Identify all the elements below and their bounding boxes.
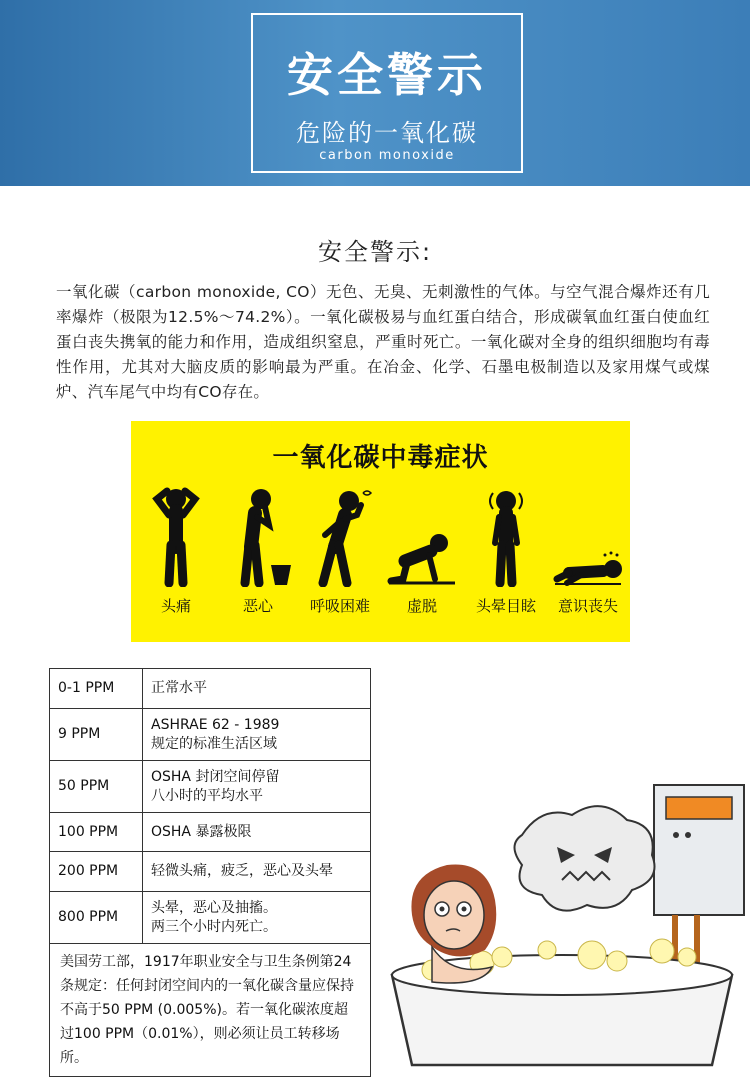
banner-subtitle-english: carbon monoxide <box>319 148 455 163</box>
symptom-nausea <box>219 485 297 623</box>
banner-subtitle: 危险的一氧化碳 <box>296 119 478 147</box>
nausea-figure-icon <box>223 485 293 587</box>
collapse-figure-icon <box>387 485 457 587</box>
symptom-dizziness <box>467 485 545 623</box>
table-row <box>50 761 371 813</box>
co-gas-monster-icon <box>515 806 655 911</box>
symptom-label: 呼吸困难 <box>309 597 370 615</box>
banner-frame <box>251 13 523 173</box>
symptom-label: 头晕目眩 <box>475 597 536 615</box>
intro-paragraph: 一氧化碳（carbon monoxide, CO）无色、无臭、无刺激性的气体。与空气混合爆炸还有几率爆炸（极限为12.5%～74.2%）。一氧化碳极易与血红蛋白结合，形成碳氧血红蛋白使血红蛋白丧失携氧的能力和作用，造成组织窒息，严重时死亡。一氧化碳对全身的组织细胞均有毒性作用，尤其对大脑皮质的影响最为严重。在冶金、化学、石墨电极制造以及家用煤气或煤炉、汽车尾气中均有CO存在。 <box>56 283 710 401</box>
table-row <box>50 944 371 1077</box>
section-heading: 安全警示: <box>317 238 433 266</box>
symptoms-poster <box>131 421 630 642</box>
ppm-description <box>143 892 371 944</box>
header-banner <box>0 0 750 186</box>
table-row <box>50 669 371 709</box>
ppm-description-line: ASHRAE 62 - 1989 <box>151 716 280 733</box>
table-row <box>50 892 371 944</box>
symptom-collapse <box>383 485 461 623</box>
ppm-description-line: OSHA 封闭空间停留 <box>151 768 280 785</box>
ppm-description-line: OSHA 暴露极限 <box>151 823 252 840</box>
ppm-level: 200 PPM <box>50 852 143 892</box>
dizziness-figure-icon <box>471 485 541 587</box>
ppm-description-line: 八小时的平均水平 <box>151 787 263 804</box>
symptom-headache <box>137 485 215 623</box>
ppm-level: 50 PPM <box>50 761 143 813</box>
headache-figure-icon <box>141 485 211 587</box>
ppm-description-line: 两三个小时内死亡。 <box>151 918 277 935</box>
ppm-level: 0-1 PPM <box>50 669 143 709</box>
ppm-description-line: 轻微头痛，疲乏，恶心及头晕 <box>151 863 333 879</box>
symptom-unconscious <box>549 485 627 623</box>
ppm-level: 100 PPM <box>50 813 143 852</box>
poster-title: 一氧化碳中毒症状 <box>272 443 489 473</box>
table-row <box>50 709 371 761</box>
regulation-note: 美国劳工部，1917年职业安全与卫生条例第24条规定：任何封闭空间内的一氧化碳含量应保持不高于50 PPM (0.005%)。若一氧化碳浓度超过100 PPM（0.01%），则必须让员工转移场所。 <box>50 944 371 1077</box>
ppm-level: 800 PPM <box>50 892 143 944</box>
ppm-level: 9 PPM <box>50 709 143 761</box>
ppm-description <box>143 709 371 761</box>
bathtub-icon <box>392 939 732 1065</box>
ppm-description-line: 正常水平 <box>151 680 207 696</box>
symptom-breathing <box>301 485 379 623</box>
ppm-description <box>143 761 371 813</box>
ppm-description <box>143 852 371 892</box>
symptom-figures <box>131 485 630 615</box>
symptom-label: 虚脱 <box>406 597 437 615</box>
symptom-label: 头痛 <box>160 597 191 615</box>
ppm-description <box>143 813 371 852</box>
table-row <box>50 813 371 852</box>
breathing-difficulty-figure-icon <box>305 485 375 587</box>
bathtub-co-illustration <box>372 775 750 1074</box>
ppm-description-line: 头晕，恶心及抽搐。 <box>151 899 277 916</box>
ppm-level-table <box>49 668 371 1077</box>
symptom-label: 意识丧失 <box>557 597 618 615</box>
unconscious-figure-icon <box>553 485 623 587</box>
ppm-description-line: 规定的标准生活区域 <box>151 735 277 752</box>
banner-title: 安全警示 <box>287 48 487 102</box>
table-row <box>50 852 371 892</box>
symptom-label: 恶心 <box>242 597 273 615</box>
ppm-description <box>143 669 371 709</box>
